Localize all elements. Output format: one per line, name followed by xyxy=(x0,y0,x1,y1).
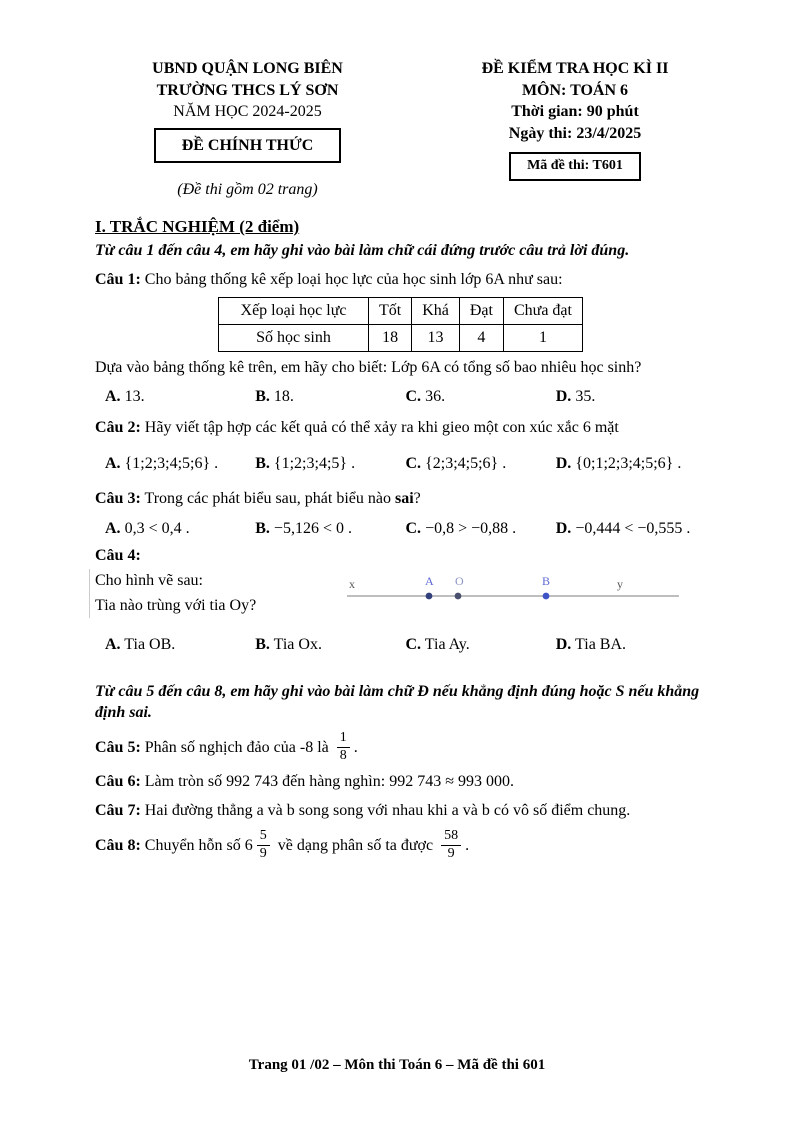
question-2-text: Hãy viết tập hợp các kết quả có thể xảy ra khi gieo một con xúc xắc 6 mặt xyxy=(144,419,619,437)
table-header-row xyxy=(219,297,583,324)
option-letter: D. xyxy=(555,388,572,406)
question-8-text-mid: về dạng phân số ta được xyxy=(277,836,434,854)
label-y: y xyxy=(617,576,623,591)
option-letter: A. xyxy=(105,636,121,654)
table-cell: 18 xyxy=(369,324,412,351)
school-name: TRƯỜNG THCS LÝ SƠN xyxy=(156,81,339,99)
option-a xyxy=(105,636,255,654)
question-1-options xyxy=(95,388,706,406)
duration-line: Thời gian: 90 phút xyxy=(511,103,639,121)
question-7-label: Câu 7: xyxy=(95,802,141,820)
question-4 xyxy=(95,546,706,567)
fraction-five-ninths xyxy=(257,829,270,861)
table-cell: Khá xyxy=(412,297,460,324)
header-right-block xyxy=(444,58,706,181)
question-1-label: Câu 1: xyxy=(95,270,141,288)
section-title: I. TRẮC NGHIỆM (2 điểm) xyxy=(95,216,300,236)
point-o-dot xyxy=(455,592,462,599)
option-text: 35. xyxy=(575,388,596,406)
question-3-text: Trong các phát biểu sau, phát biểu nào xyxy=(144,490,395,508)
question-6 xyxy=(95,772,706,793)
option-letter: D. xyxy=(555,519,572,537)
fraction-denominator: 9 xyxy=(447,845,455,861)
option-text: {1;2;3;4;5} . xyxy=(273,455,356,473)
option-c xyxy=(406,520,556,538)
option-text: 13. xyxy=(124,388,145,406)
question-4-body xyxy=(95,569,706,619)
question-4-text-block xyxy=(89,569,345,619)
option-text: Tia BA. xyxy=(575,636,627,654)
option-text: −0,444 < −0,555 . xyxy=(575,519,691,537)
question-2-label: Câu 2: xyxy=(95,419,141,437)
fraction-denominator: 8 xyxy=(339,747,347,763)
subject-line: MÔN: TOÁN 6 xyxy=(521,81,629,99)
question-3-options xyxy=(95,520,706,538)
ray-figure xyxy=(345,572,681,610)
option-text: 0,3 < 0,4 . xyxy=(124,519,190,537)
option-letter: B. xyxy=(255,455,270,473)
option-letter: D. xyxy=(555,455,572,473)
question-5-text: Phân số nghịch đảo của -8 là xyxy=(144,738,329,756)
mixed-number-whole: 6 xyxy=(244,836,253,854)
question-6-math: 992 743 ≈ 993 000 xyxy=(389,773,510,791)
question-3-text-end: ? xyxy=(413,490,421,508)
option-letter: C. xyxy=(405,455,422,473)
option-text: {0;1;2;3;4;5;6} . xyxy=(575,455,682,473)
option-b xyxy=(255,388,405,406)
fraction-one-eighth xyxy=(337,731,350,763)
question-8-period: . xyxy=(465,836,470,854)
question-1-text: Cho bảng thống kê xếp loại học lực của học sinh lớp 6A như sau: xyxy=(144,270,563,288)
option-d xyxy=(556,455,706,473)
question-6-label: Câu 6: xyxy=(95,773,141,791)
question-4-label: Câu 4: xyxy=(95,546,141,564)
question-4-line-1: Cho hình vẽ sau: xyxy=(95,571,203,589)
option-text: 36. xyxy=(425,388,446,406)
table-cell: Xếp loại học lực xyxy=(219,297,369,324)
question-4-line-2: Tia nào trùng với tia Oy? xyxy=(95,596,257,614)
option-text: Tia Ay. xyxy=(424,636,470,654)
option-letter: A. xyxy=(105,455,121,473)
official-exam-box: ĐỀ CHÍNH THỨC xyxy=(154,128,342,164)
question-5-label: Câu 5: xyxy=(95,738,141,756)
option-letter: D. xyxy=(555,636,572,654)
score-table xyxy=(218,297,583,352)
question-3-text-emphasis: sai xyxy=(394,490,414,508)
option-d xyxy=(556,388,706,406)
fraction-fiftyeight-ninths xyxy=(441,829,461,861)
question-6-text: Làm tròn số 992 743 đến hàng nghìn: xyxy=(144,773,386,791)
question-8-label: Câu 8: xyxy=(95,836,141,854)
exam-code-box: Mã đề thi: T601 xyxy=(509,152,641,181)
option-b xyxy=(255,520,405,538)
option-text: 18. xyxy=(273,388,294,406)
exam-title: ĐỀ KIỂM TRA HỌC KÌ II xyxy=(481,60,669,77)
option-text: {2;3;4;5;6} . xyxy=(425,455,507,473)
question-7 xyxy=(95,801,706,822)
header-left-block xyxy=(95,58,400,201)
question-5 xyxy=(95,729,706,764)
table-data-row xyxy=(219,324,583,351)
fraction-numerator: 5 xyxy=(257,829,270,846)
pages-note: (Đề thi gồm 02 trang) xyxy=(177,181,318,199)
label-b: B xyxy=(542,573,551,588)
question-3 xyxy=(95,489,706,510)
table-cell: Số học sinh xyxy=(219,324,369,351)
option-d xyxy=(556,520,706,538)
option-text: {1;2;3;4;5;6} . xyxy=(124,455,219,473)
option-c xyxy=(406,388,556,406)
instruction-q5-q8: Từ câu 5 đến câu 8, em hãy ghi vào bài làm chữ Đ nếu khẳng định đúng hoặc S nếu khẳng định sai. xyxy=(95,683,700,722)
option-letter: C. xyxy=(405,519,422,537)
option-d xyxy=(556,636,706,654)
option-text: −5,126 < 0 . xyxy=(273,519,352,537)
option-text: Tia OB. xyxy=(124,636,176,654)
option-letter: A. xyxy=(105,388,121,406)
option-letter: B. xyxy=(255,388,270,406)
question-8 xyxy=(95,827,706,862)
option-letter: B. xyxy=(255,519,270,537)
question-3-label: Câu 3: xyxy=(95,490,141,508)
fraction-numerator: 1 xyxy=(337,731,350,748)
question-1-followup: Dựa vào bảng thống kê trên, em hãy cho biết: Lớp 6A có tổng số bao nhiêu học sinh? xyxy=(95,358,642,376)
point-a-dot xyxy=(426,592,433,599)
question-6-period: . xyxy=(509,773,514,791)
table-cell: Tốt xyxy=(369,297,412,324)
option-c xyxy=(406,636,556,654)
option-b xyxy=(255,455,405,473)
point-b-dot xyxy=(543,592,550,599)
question-2 xyxy=(95,418,706,439)
label-x: x xyxy=(349,576,355,591)
page-footer: Trang 01 /02 – Môn thi Toán 6 – Mã đề thi 601 xyxy=(248,1057,546,1073)
option-letter: B. xyxy=(255,636,270,654)
option-letter: C. xyxy=(405,388,422,406)
fraction-denominator: 9 xyxy=(259,845,267,861)
option-b xyxy=(255,636,405,654)
issuer-line: UBND QUẬN LONG BIÊN xyxy=(152,60,343,77)
table-cell: 1 xyxy=(503,324,582,351)
option-text: −0,8 > −0,88 . xyxy=(425,519,517,537)
option-a xyxy=(105,520,255,538)
header xyxy=(95,58,706,201)
question-4-options xyxy=(95,636,706,654)
option-letter: C. xyxy=(405,636,422,654)
option-text: Tia Ox. xyxy=(273,636,322,654)
table-cell: Đạt xyxy=(459,297,503,324)
table-cell: Chưa đạt xyxy=(503,297,582,324)
exam-date-line: Ngày thi: 23/4/2025 xyxy=(508,124,642,142)
table-cell: 4 xyxy=(459,324,503,351)
school-year: NĂM HỌC 2024-2025 xyxy=(173,103,322,121)
option-a xyxy=(105,388,255,406)
table-cell: 13 xyxy=(412,324,460,351)
instruction-q1-q4: Từ câu 1 đến câu 4, em hãy ghi vào bài làm chữ cái đứng trước câu trả lời đúng. xyxy=(95,241,630,259)
question-7-text: Hai đường thẳng a và b song song với nhau khi a và b có vô số điểm chung. xyxy=(144,802,631,820)
question-2-options xyxy=(95,455,706,473)
question-8-text-before: Chuyển hỗn số xyxy=(144,836,241,854)
label-a: A xyxy=(425,573,434,588)
option-c xyxy=(406,455,556,473)
option-a xyxy=(105,455,255,473)
question-1 xyxy=(95,270,706,291)
question-5-period: . xyxy=(353,738,358,756)
fraction-numerator: 58 xyxy=(441,829,461,846)
option-letter: A. xyxy=(105,519,121,537)
label-o: O xyxy=(455,573,464,588)
